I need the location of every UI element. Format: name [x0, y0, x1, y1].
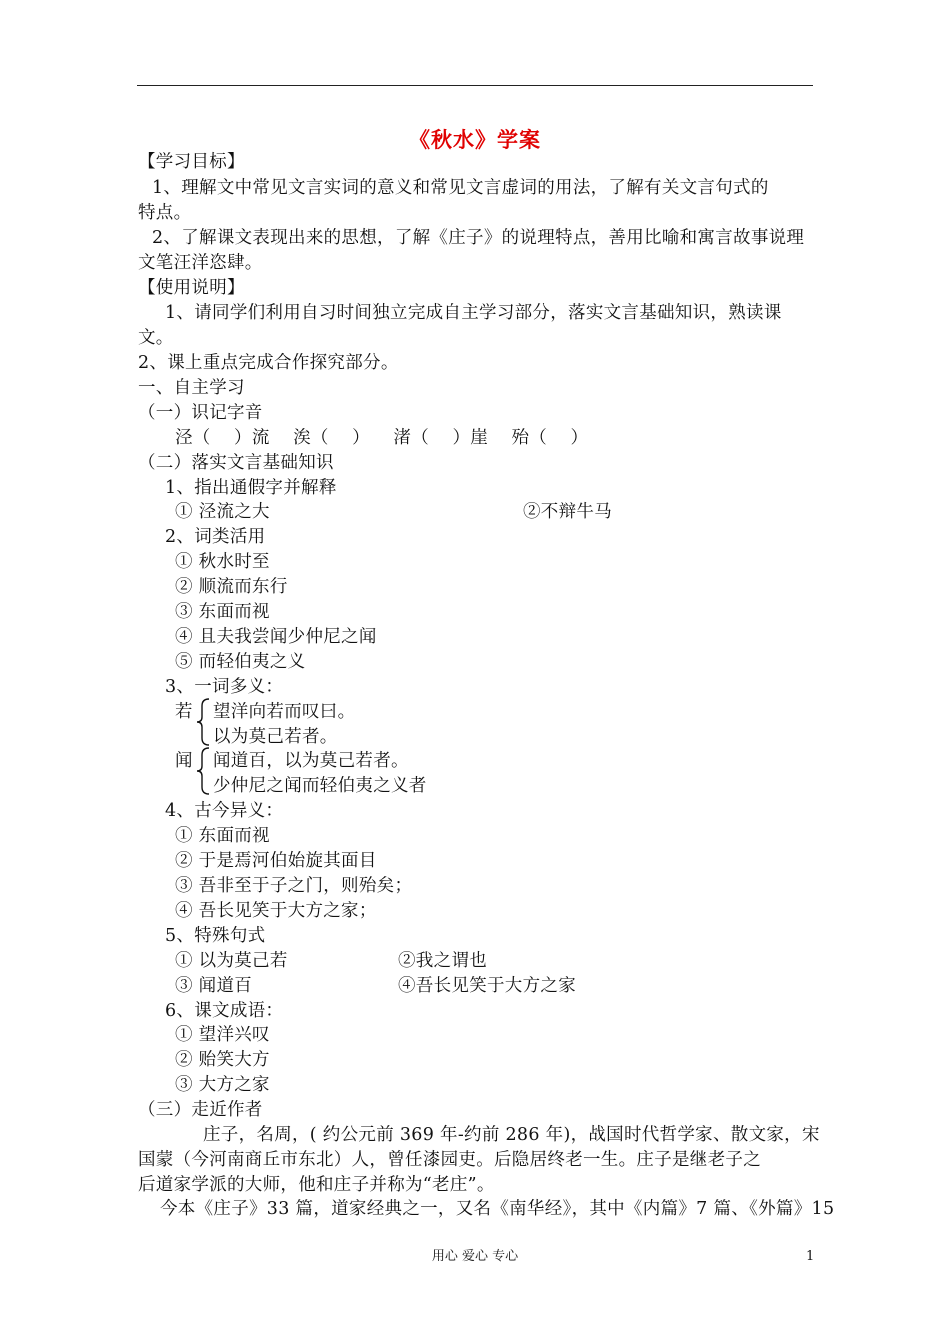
author-line-1: 庄子，名周，( 约公元前 369 年-约前 286 年)，战国时代哲学家、散文家，宋 [203, 1125, 820, 1145]
q5-item-b: ②我之谓也 [398, 951, 487, 971]
q3-word-ruo: 若 [175, 702, 193, 722]
q4-item: ④ 吾长见笑于大方之家； [175, 901, 377, 921]
author-line-2: 国蒙（今河南商丘市东北）人，曾任漆园吏。后隐居终老一生。庄子是继老子之 [138, 1150, 761, 1170]
q3-wen-1: 闻道百，以为莫己若者。 [213, 751, 409, 771]
q6-heading: 6、课文成语： [165, 1001, 284, 1021]
footer-motto: 用心 爱心 专心 [431, 1249, 519, 1264]
usage-1-line-a: 1、请同学们利用自习时间独立完成自主学习部分，落实文言基础知识，熟读课 [165, 303, 782, 323]
q4-item: ③ 吾非至于子之门，则殆矣； [175, 876, 413, 896]
goal-2-line-b: 文笔汪洋恣肆。 [138, 253, 263, 273]
sub-2-heading: （二）落实文言基础知识 [138, 453, 334, 473]
usage-heading: 【使用说明】 [138, 278, 245, 298]
goals-heading: 【学习目标】 [138, 152, 245, 172]
q4-heading: 4、古今异义： [165, 801, 284, 821]
q5-item-c: ③ 闻道百 [175, 976, 253, 996]
q4-item: ① 东面而视 [175, 826, 270, 846]
usage-2: 2、课上重点完成合作探究部分。 [138, 353, 399, 373]
goal-1-line-b: 特点。 [138, 203, 192, 223]
q3-ruo-1: 望洋向若而叹曰。 [213, 702, 356, 722]
sub-3-heading: （三）走近作者 [138, 1100, 263, 1120]
pronunciation-line: 泾（ ）流 涘（ ） 渚（ ）崖 殆（ ） [175, 428, 589, 448]
goal-2-line-a: 2、了解课文表现出来的思想，了解《庄子》的说理特点，善用比喻和寓言故事说理 [152, 228, 805, 248]
q3-wen-2: 少仲尼之闻而轻伯夷之义者 [213, 776, 427, 796]
q1-item-a: ① 泾流之大 [175, 502, 270, 522]
q5-heading: 5、特殊句式 [165, 926, 266, 946]
q6-item: ② 贻笑大方 [175, 1050, 270, 1070]
q2-heading: 2、词类活用 [165, 527, 266, 547]
q6-item: ③ 大方之家 [175, 1075, 270, 1095]
brace-ruo [193, 697, 213, 747]
q4-item: ② 于是焉河伯始旋其面目 [175, 851, 377, 871]
goal-1-line-a: 1、理解文中常见文言实词的意义和常见文言虚词的用法，了解有关文言句式的 [152, 178, 769, 198]
q2-item: ④ 且夫我尝闻少仲尼之闻 [175, 627, 377, 647]
author-line-4: 今本《庄子》33 篇，道家经典之一，又名《南华经》，其中《内篇》7 篇、《外篇》15 [160, 1199, 835, 1219]
q1-item-b: ②不辩牛马 [523, 502, 612, 522]
q5-item-d: ④吾长见笑于大方之家 [398, 976, 576, 996]
q2-item: ③ 东面而视 [175, 602, 270, 622]
q1-heading: 1、指出通假字并解释 [165, 478, 337, 498]
brace-wen [193, 746, 213, 796]
q2-item: ② 顺流而东行 [175, 577, 288, 597]
sub-1-heading: （一）识记字音 [138, 403, 263, 423]
page-title: 《秋水》学案 [409, 127, 541, 152]
author-line-3: 后道家学派的大师，他和庄子并称为“老庄”。 [138, 1175, 495, 1195]
q2-item: ① 秋水时至 [175, 552, 270, 572]
q6-item: ① 望洋兴叹 [175, 1025, 270, 1045]
header-rule [137, 85, 813, 86]
q3-ruo-2: 以为莫己若者。 [213, 727, 338, 747]
q5-item-a: ① 以为莫己若 [175, 951, 288, 971]
q3-heading: 3、一词多义： [165, 677, 284, 697]
q2-item: ⑤ 而轻伯夷之义 [175, 652, 306, 672]
q3-word-wen: 闻 [175, 751, 193, 771]
part-1-heading: 一、自主学习 [138, 378, 245, 398]
page-number: 1 [806, 1249, 815, 1264]
usage-1-line-b: 文。 [138, 328, 174, 348]
